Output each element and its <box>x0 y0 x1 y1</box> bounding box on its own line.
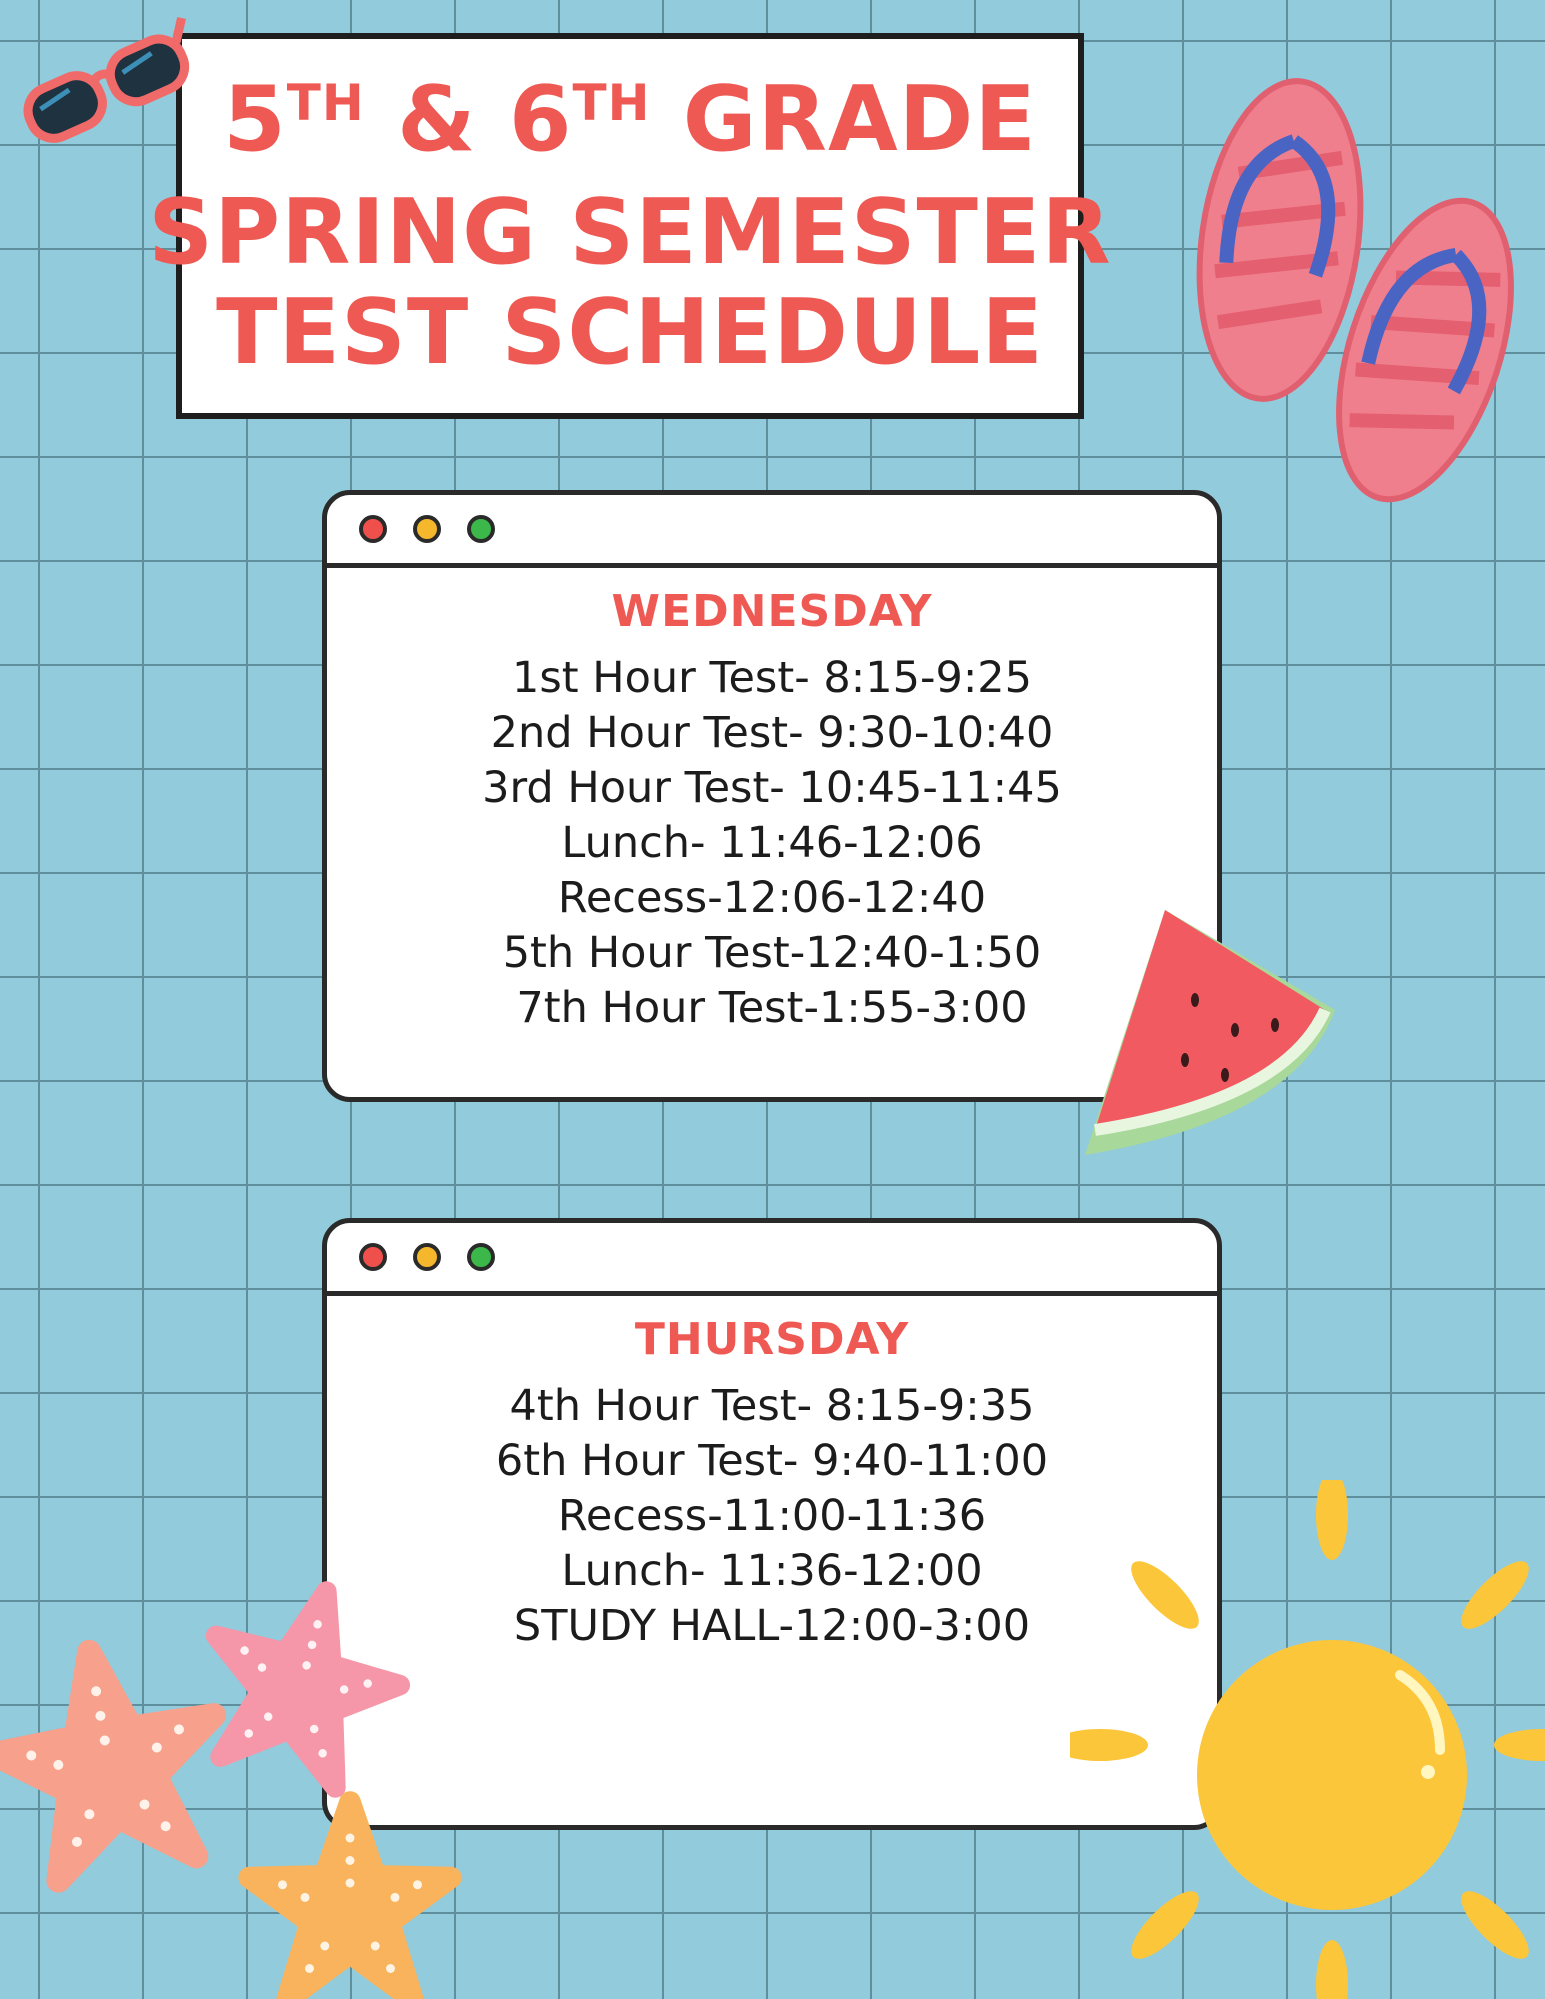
watermelon-icon <box>1075 900 1345 1170</box>
schedule-item: 1st Hour Test- 8:15-9:25 <box>511 653 1033 703</box>
sun-icon <box>1070 1480 1545 1999</box>
flip-flops-icon <box>1190 60 1520 530</box>
green-dot-icon <box>467 1243 495 1271</box>
title-line-2: SPRING SEMESTER <box>148 179 1112 285</box>
green-dot-icon <box>467 515 495 543</box>
schedule-item: Recess-11:00-11:36 <box>557 1491 987 1541</box>
title-sup-th-1: TH <box>286 73 365 132</box>
schedule-item: 4th Hour Test- 8:15-9:35 <box>509 1381 1035 1431</box>
schedule-item: 7th Hour Test-1:55-3:00 <box>516 983 1028 1033</box>
schedule-item: 2nd Hour Test- 9:30-10:40 <box>490 708 1054 758</box>
title-line-1 <box>223 66 1037 183</box>
title-grade-6: & 6 <box>364 66 573 172</box>
title-grade-5: 5 <box>223 66 287 172</box>
yellow-dot-icon <box>413 1243 441 1271</box>
schedule-item: Lunch- 11:36-12:00 <box>561 1546 983 1596</box>
schedule-item: 3rd Hour Test- 10:45-11:45 <box>482 763 1062 813</box>
thursday-heading: THURSDAY <box>634 1314 910 1365</box>
title-line-3: TEST SCHEDULE <box>216 279 1044 385</box>
sunglasses-icon <box>12 14 202 149</box>
schedule-item: Recess-12:06-12:40 <box>557 873 987 923</box>
red-dot-icon <box>359 1243 387 1271</box>
schedule-item: 6th Hour Test- 9:40-11:00 <box>495 1436 1049 1486</box>
window-title-bar <box>327 1223 1217 1296</box>
title-box <box>148 33 1112 419</box>
schedule-item: STUDY HALL-12:00-3:00 <box>513 1601 1031 1651</box>
title-grade-word: GRADE <box>650 66 1037 172</box>
schedule-item: 5th Hour Test-12:40-1:50 <box>502 928 1042 978</box>
starfish-icon <box>0 1580 480 1999</box>
yellow-dot-icon <box>413 515 441 543</box>
title-sup-th-2: TH <box>572 73 651 132</box>
schedule-item: Lunch- 11:46-12:06 <box>561 818 983 868</box>
wednesday-heading: WEDNESDAY <box>611 586 933 637</box>
red-dot-icon <box>359 515 387 543</box>
window-title-bar <box>327 495 1217 568</box>
